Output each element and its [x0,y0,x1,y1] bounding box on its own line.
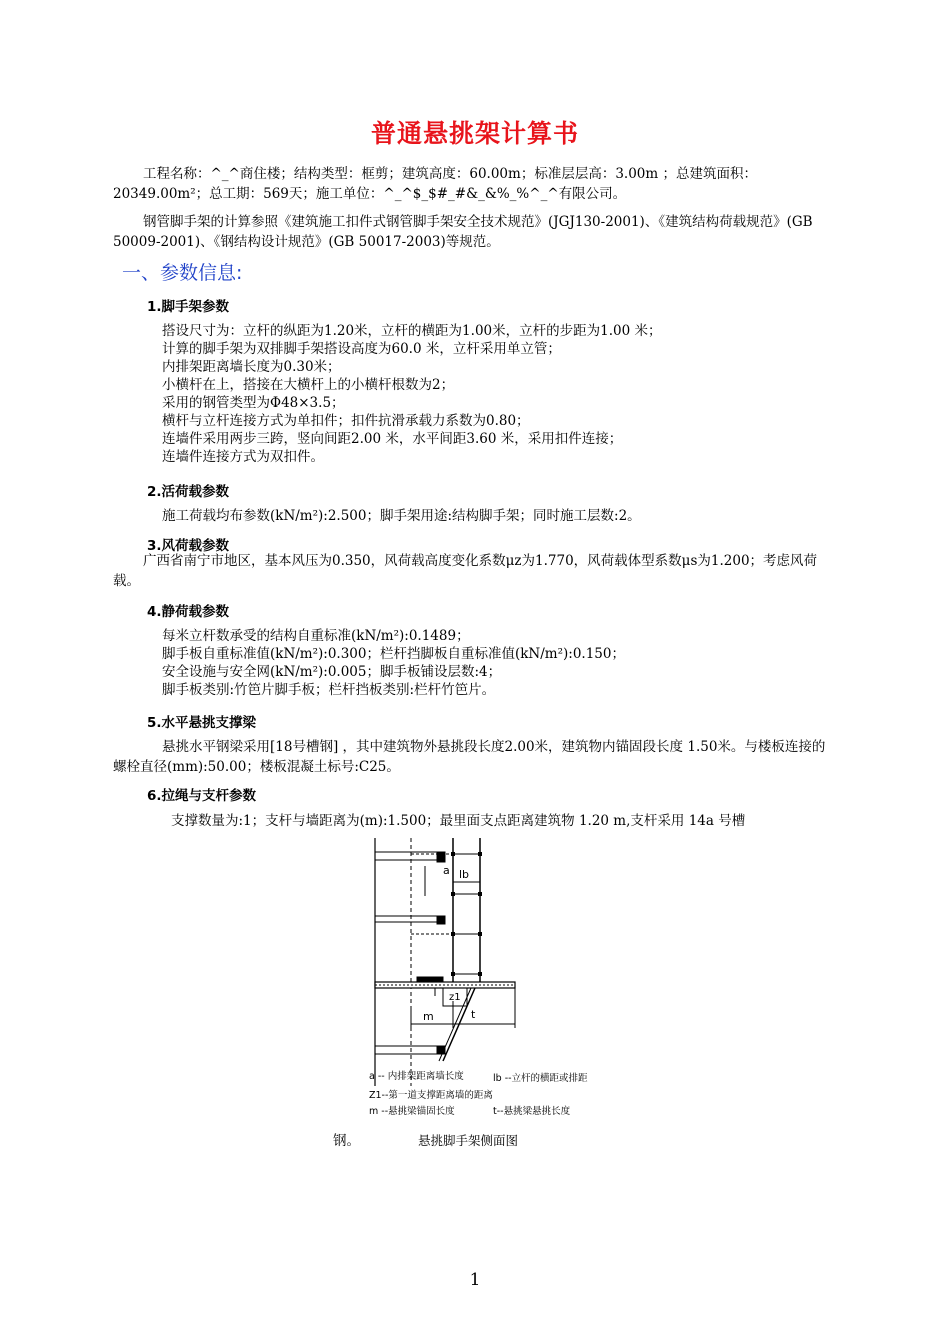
live-load-text: 施工荷载均布参数(kN/m²):2.500；脚手架用途:结构脚手架；同时施工层数:2。 [162,508,641,524]
section-heading-parameters: 一、参数信息: [122,262,243,284]
scaffold-param-line: 内排架距离墙长度为0.30米； [162,359,341,375]
rope-strut-text: 支撑数量为:1；支杆与墙距离为(m):1.500；最里面支点距离建筑物 1.20 m,支杆采用 14a 号槽 [171,813,746,829]
cantilever-beam-text: 悬挑水平钢梁采用[18号槽钢] ，其中建筑物外悬挑段长度2.00米，建筑物内锚固段长度 1.50米。与楼板连接的螺栓直径(mm):50.00；楼板混凝土标号:C25。 [113,739,826,775]
figure-caption: 悬挑脚手架侧面图 [418,1133,519,1148]
scaffold-param-line: 连墙件连接方式为双扣件。 [162,449,324,465]
scaffold-param-line: 连墙件采用两步三跨，竖向间距2.00 米，水平间距3.60 米，采用扣件连接； [162,431,623,447]
static-load-line: 脚手板类别:竹笆片脚手板；栏杆挡板类别:栏杆竹笆片。 [162,682,496,698]
diagram-label-lb: lb [459,868,470,881]
page-number: 1 [469,1270,481,1290]
diagram-label-z1: z1 [449,992,461,1003]
legend-lb: lb --立杆的横距或排距 [493,1073,588,1084]
scaffold-param-line: 小横杆在上，搭接在大横杆上的小横杆根数为2； [162,377,455,393]
subheading-cantilever-beam: 5.水平悬挑支撑梁 [147,715,257,731]
subheading-scaffold-params: 1.脚手架参数 [147,299,230,315]
scaffold-param-line: 横杆与立杆连接方式为单扣件；扣件抗滑承载力系数为0.80； [162,413,530,429]
intro-standards: 钢管脚手架的计算参照《建筑施工扣件式钢管脚手架安全技术规范》(JGJ130-2001)、《建筑结构荷载规范》(GB 50009-2001)、《钢结构设计规范》(GB 50017-2003)等规范。 [113,214,813,250]
scaffold-param-line: 计算的脚手架为双排脚手架搭设高度为60.0 米，立杆采用单立管； [162,341,561,357]
subheading-wind-load: 3.风荷载参数 [147,538,230,554]
intro-project-info: 工程名称：^_^商住楼；结构类型：框剪；建筑高度：60.00m；标准层层高：3.00m ；总建筑面积：20349.00m²；总工期：569天；施工单位：^_^$_$#_#&_&%_%^_^有限公司。 [113,166,757,202]
subheading-live-load: 2.活荷载参数 [147,484,230,500]
legend-m: m --悬挑梁锚固长度 [369,1106,455,1117]
static-load-line: 每米立杆数承受的结构自重标准(kN/m²):0.1489； [162,628,470,644]
scaffold-side-view-figure [365,836,615,1156]
static-load-line: 脚手板自重标准值(kN/m²):0.300；栏杆挡脚板自重标准值(kN/m²):0.150； [162,646,625,662]
subheading-static-load: 4.静荷载参数 [147,604,230,620]
wind-load-text: 广西省南宁市地区，基本风压为0.350，风荷载高度变化系数μz为1.770，风荷载体型系数μs为1.200；考虑风荷载。 [113,553,818,589]
subheading-rope-strut: 6.拉绳与支杆参数 [147,788,257,804]
static-load-line: 安全设施与安全网(kN/m²):0.005；脚手板铺设层数:4； [162,664,502,680]
legend-t: t--悬挑梁悬挑长度 [493,1106,571,1117]
rope-strut-text-end: 钢。 [333,1133,360,1149]
diagram-label-a: a [443,864,450,877]
scaffold-diagram [365,836,615,1152]
diagram-label-t: t [471,1008,476,1021]
diagram-label-m: m [423,1010,434,1023]
document-title: 普通悬挑架计算书 [370,119,579,148]
legend-a: a -- 内排架距离墙长度 [369,1071,464,1082]
scaffold-param-line: 搭设尺寸为：立杆的纵距为1.20米，立杆的横距为1.00米，立杆的步距为1.00 米； [162,323,662,339]
scaffold-param-line: 采用的钢管类型为Φ48×3.5； [162,395,345,411]
legend-z1: Z1--第一道支撑距离墙的距离 [369,1090,493,1101]
